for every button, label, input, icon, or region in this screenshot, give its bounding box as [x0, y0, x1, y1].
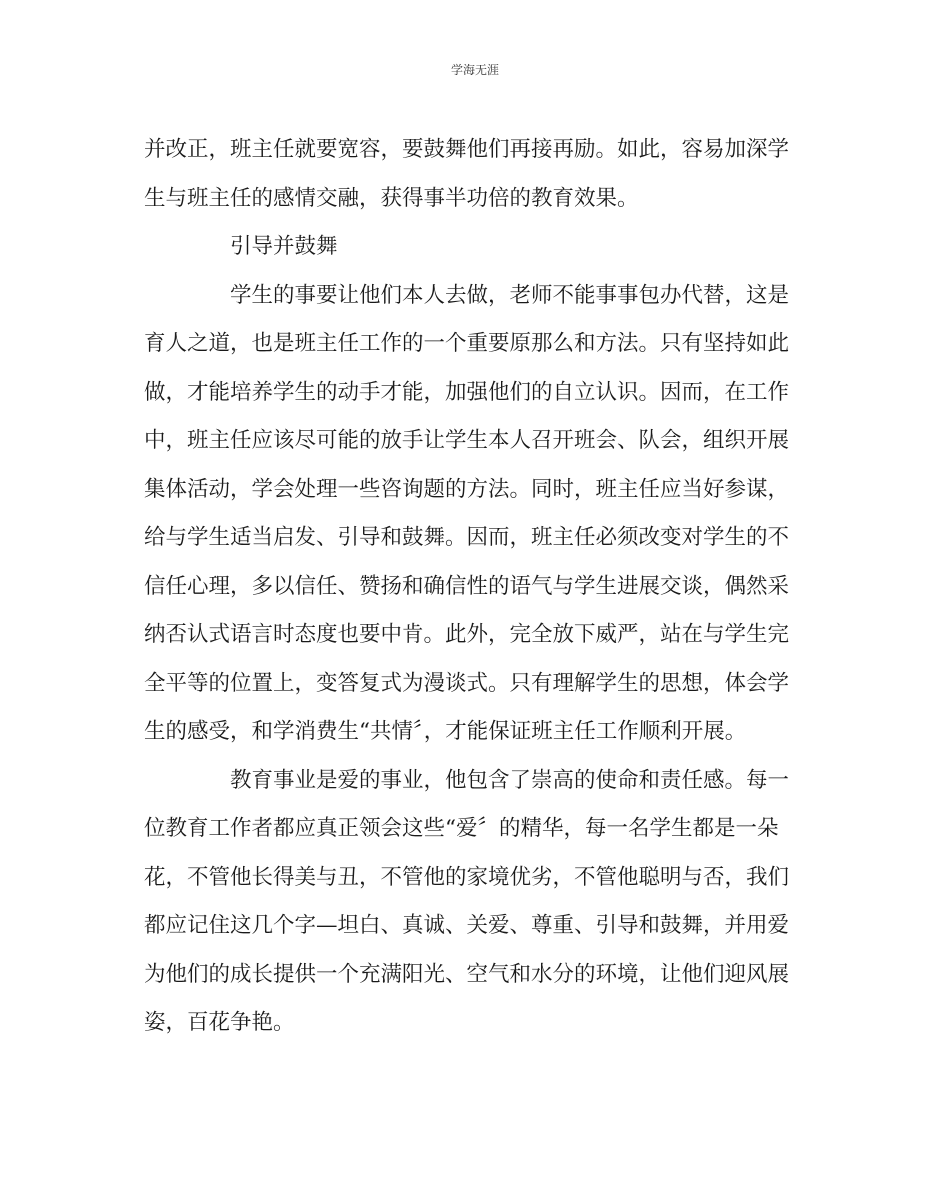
text-line: 并改正，班主任就要宽容，要鼓舞他们再接再励。如此，容易加深学 — [144, 137, 790, 162]
text-line: 育人之道，也是班主任工作的一个重要原那么和方法。只有坚持如此 — [144, 331, 790, 356]
text-line: 姿，百花争艳。 — [144, 1010, 295, 1035]
page-header: 学海无涯 — [450, 63, 499, 77]
body-text — [144, 126, 810, 1048]
text-line: 做，才能培养学生的动手才能，加强他们的自立认识。因而，在工作 — [144, 379, 790, 405]
text-line: 给与学生适当启发、引导和鼓舞。因而，班主任必须改变对学生的不 — [144, 525, 790, 550]
text-line: 位教育工作者都应真正领会这些“爱〞的精华，每一名学生都是一朵 — [144, 816, 779, 841]
paragraph-1 — [144, 126, 810, 223]
heading-line: 引导并鼓舞 — [230, 234, 338, 259]
text-line: 学生的事要让他们本人去做，老师不能事事包办代替，这是 — [230, 282, 790, 308]
text-line: 生的感受，和学消费生“共情〞，才能保证班主任工作顺利开展。 — [144, 719, 747, 744]
text-line: 花，不管他长得美与丑，不管他的家境优劣，不管他聪明与否，我们 — [144, 864, 790, 890]
text-line: 教育事业是爱的事业，他包含了崇高的使命和责任感。每一 — [230, 767, 790, 793]
text-line: 生与班主任的感情交融，获得事半功倍的教育效果。 — [144, 185, 639, 211]
paragraph-2 — [144, 272, 810, 757]
paragraph-3 — [144, 757, 810, 1048]
text-line: 中，班主任应该尽可能的放手让学生本人召开班会、队会，组织开展 — [144, 428, 790, 453]
text-line: 为他们的成长提供一个充满阳光、空气和水分的环境，让他们迎风展 — [144, 961, 790, 987]
text-line: 纳否认式语言时态度也要中肯。此外，完全放下威严，站在与学生完 — [144, 622, 790, 647]
text-line: 全平等的位置上，变答复式为漫谈式。只有理解学生的思想，体会学 — [144, 670, 790, 696]
text-line: 信任心理，多以信任、赞扬和确信性的语气与学生进展交谈，偶然采 — [144, 573, 790, 599]
section-heading — [144, 223, 810, 272]
text-line: 集体活动，学会处理一些咨询题的方法。同时，班主任应当好参谋， — [144, 476, 790, 502]
text-line: 都应记住这几个字—坦白、真诚、关爱、尊重、引导和鼓舞，并用爱 — [144, 913, 790, 938]
